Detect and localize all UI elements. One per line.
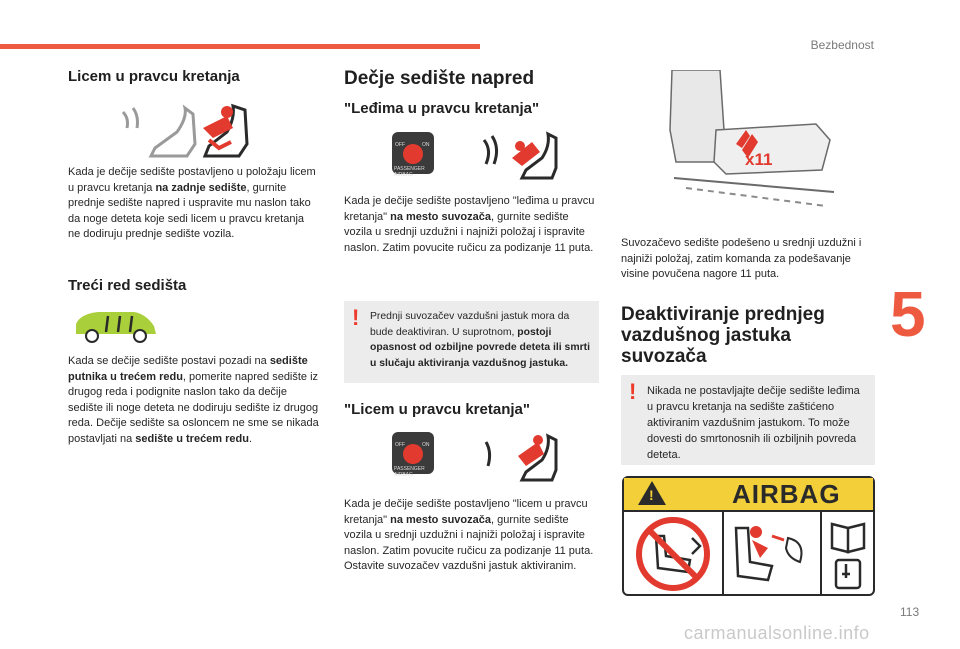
read-manual-icon (828, 518, 870, 592)
warning-icon: ! (352, 305, 360, 330)
airbag-warning-emphasis: postoji opasnost od ozbiljne povrede deteta ili smrti u slučaju aktiviranja vazdušnog jastuka. (370, 326, 590, 369)
forward-facing-text: , gurnite prednje sedište napred i uspravite mu naslon tako da noge deteta koje sedi licem u pravcu kretanja ne dodiruju prednje sedište vozila. (68, 181, 311, 241)
airbag-label-header (624, 478, 873, 512)
airbag-warning-label (622, 476, 875, 596)
airbag-deployment-icon (728, 518, 816, 592)
third-row-emphasis: sedište putnika u trećem redu (68, 355, 308, 383)
heading-third-row: Treći red sedišta (68, 277, 187, 294)
forward-facing-front-text: , gurnite sedište vozila u srednji uzdužni i najniži položaj i ispravite naslon. Zatim povucite ručicu za podizanje 11 puta. Ostavite suvozačev vazdušni jastuk aktiviranim. (344, 513, 594, 573)
eleven-times-label: x11 (745, 150, 773, 169)
warning-box-airbag (344, 301, 599, 383)
no-rear-facing-seat-icon (630, 516, 716, 592)
warning-text (370, 309, 591, 371)
airbag-switch-off-panel: OFF ON PASSENGER AIRBAG (392, 132, 434, 174)
warning-triangle-icon: ! (638, 481, 666, 505)
seat-position-caption: Suvozačevo sedište podešeno u srednji uzdužni i najniži položaj, zatim komanda za podešavanje visine povučena nagore 11 puta. (621, 237, 862, 281)
subheading-forward-facing-front: "Licem u pravcu kretanja" (344, 401, 530, 418)
paragraph-third-row (68, 354, 320, 448)
heading-forward-facing: Licem u pravcu kretanja (68, 68, 240, 85)
forward-facing-front-seat-illustration (478, 432, 558, 482)
chapter-color-bar (0, 44, 480, 49)
airbag-switch-on-panel: OFF ON PASSENGER AIRBAG (392, 432, 434, 474)
airbag-label-title: AIRBAG (732, 479, 841, 509)
passenger-seat-adjustment-illustration (666, 70, 836, 222)
airbag-key-knob (403, 144, 423, 164)
paragraph-forward-facing (68, 165, 318, 243)
forward-facing-text: Kada je dečije sedište postavljeno u položaju licem u pravcu kretanja (68, 166, 316, 194)
heading-front-child-seat: Dečje sedište napred (344, 68, 535, 89)
forward-facing-emphasis: na zadnje sedište (155, 181, 247, 194)
warning-text: Nikada ne postavljajte dečije sedište leđima u pravcu kretanja na sedište zaštićeno aktiviranim vazdušnim jastukom. To može dovesti do smrtonosnih ili ozbiljnih povreda deteta. (647, 385, 860, 461)
warning-icon: ! (629, 379, 637, 404)
page-number: 113 (900, 605, 920, 619)
third-row-text: , pomerite napred sedište iz drugog reda i podignite naslon tako da dečije sedište ili noge deteta ne dodiruju sedište iz drugog reda. Dečije sedište sa osloncem ne sme se nikada postavljati na (68, 370, 319, 445)
rear-facing-emphasis: na mesto suvozača (390, 210, 491, 223)
subheading-rear-facing: "Leđima u pravcu kretanja" (344, 100, 540, 117)
paragraph-forward-facing-front (344, 497, 599, 575)
third-row-text: Kada se dečije sedište postavi pozadi na (68, 355, 270, 367)
third-row-emphasis: sedište u trećem redu (135, 432, 249, 445)
warning-box-rear-facing (621, 375, 875, 465)
paragraph-rear-facing (344, 194, 599, 256)
vehicle-third-row-icon (72, 306, 160, 346)
watermark: carmanualsonline.info (684, 623, 870, 643)
rear-facing-text: , gurnite sedište vozila u srednji uzdužni i najniži položaj i ispravite naslon. Zatim povucite ručicu za podizanje 11 puta. (344, 210, 594, 254)
forward-facing-front-emphasis: na mesto suvozača (390, 513, 491, 526)
third-row-text: . (248, 432, 253, 445)
section-title: Bezbednost (810, 38, 874, 52)
chapter-number: 5 (890, 278, 926, 350)
seat-forward-rear-illustration (115, 98, 265, 160)
rear-facing-seat-illustration (478, 130, 558, 180)
airbag-warning-text: Prednji suvozačev vazdušni jastuk mora da bude deaktiviran. U suprotnom, (370, 311, 570, 338)
forward-facing-front-text: Kada je dečije sedište postavljeno "licem u pravcu kretanja" (344, 498, 588, 526)
rear-facing-text: Kada je dečije sedište postavljeno "leđima u pravcu kretanja" (344, 195, 595, 223)
heading-deactivate-airbag: Deaktiviranje prednjeg vazdušnog jastuka suvozača (621, 304, 825, 367)
airbag-key-knob (403, 444, 423, 464)
